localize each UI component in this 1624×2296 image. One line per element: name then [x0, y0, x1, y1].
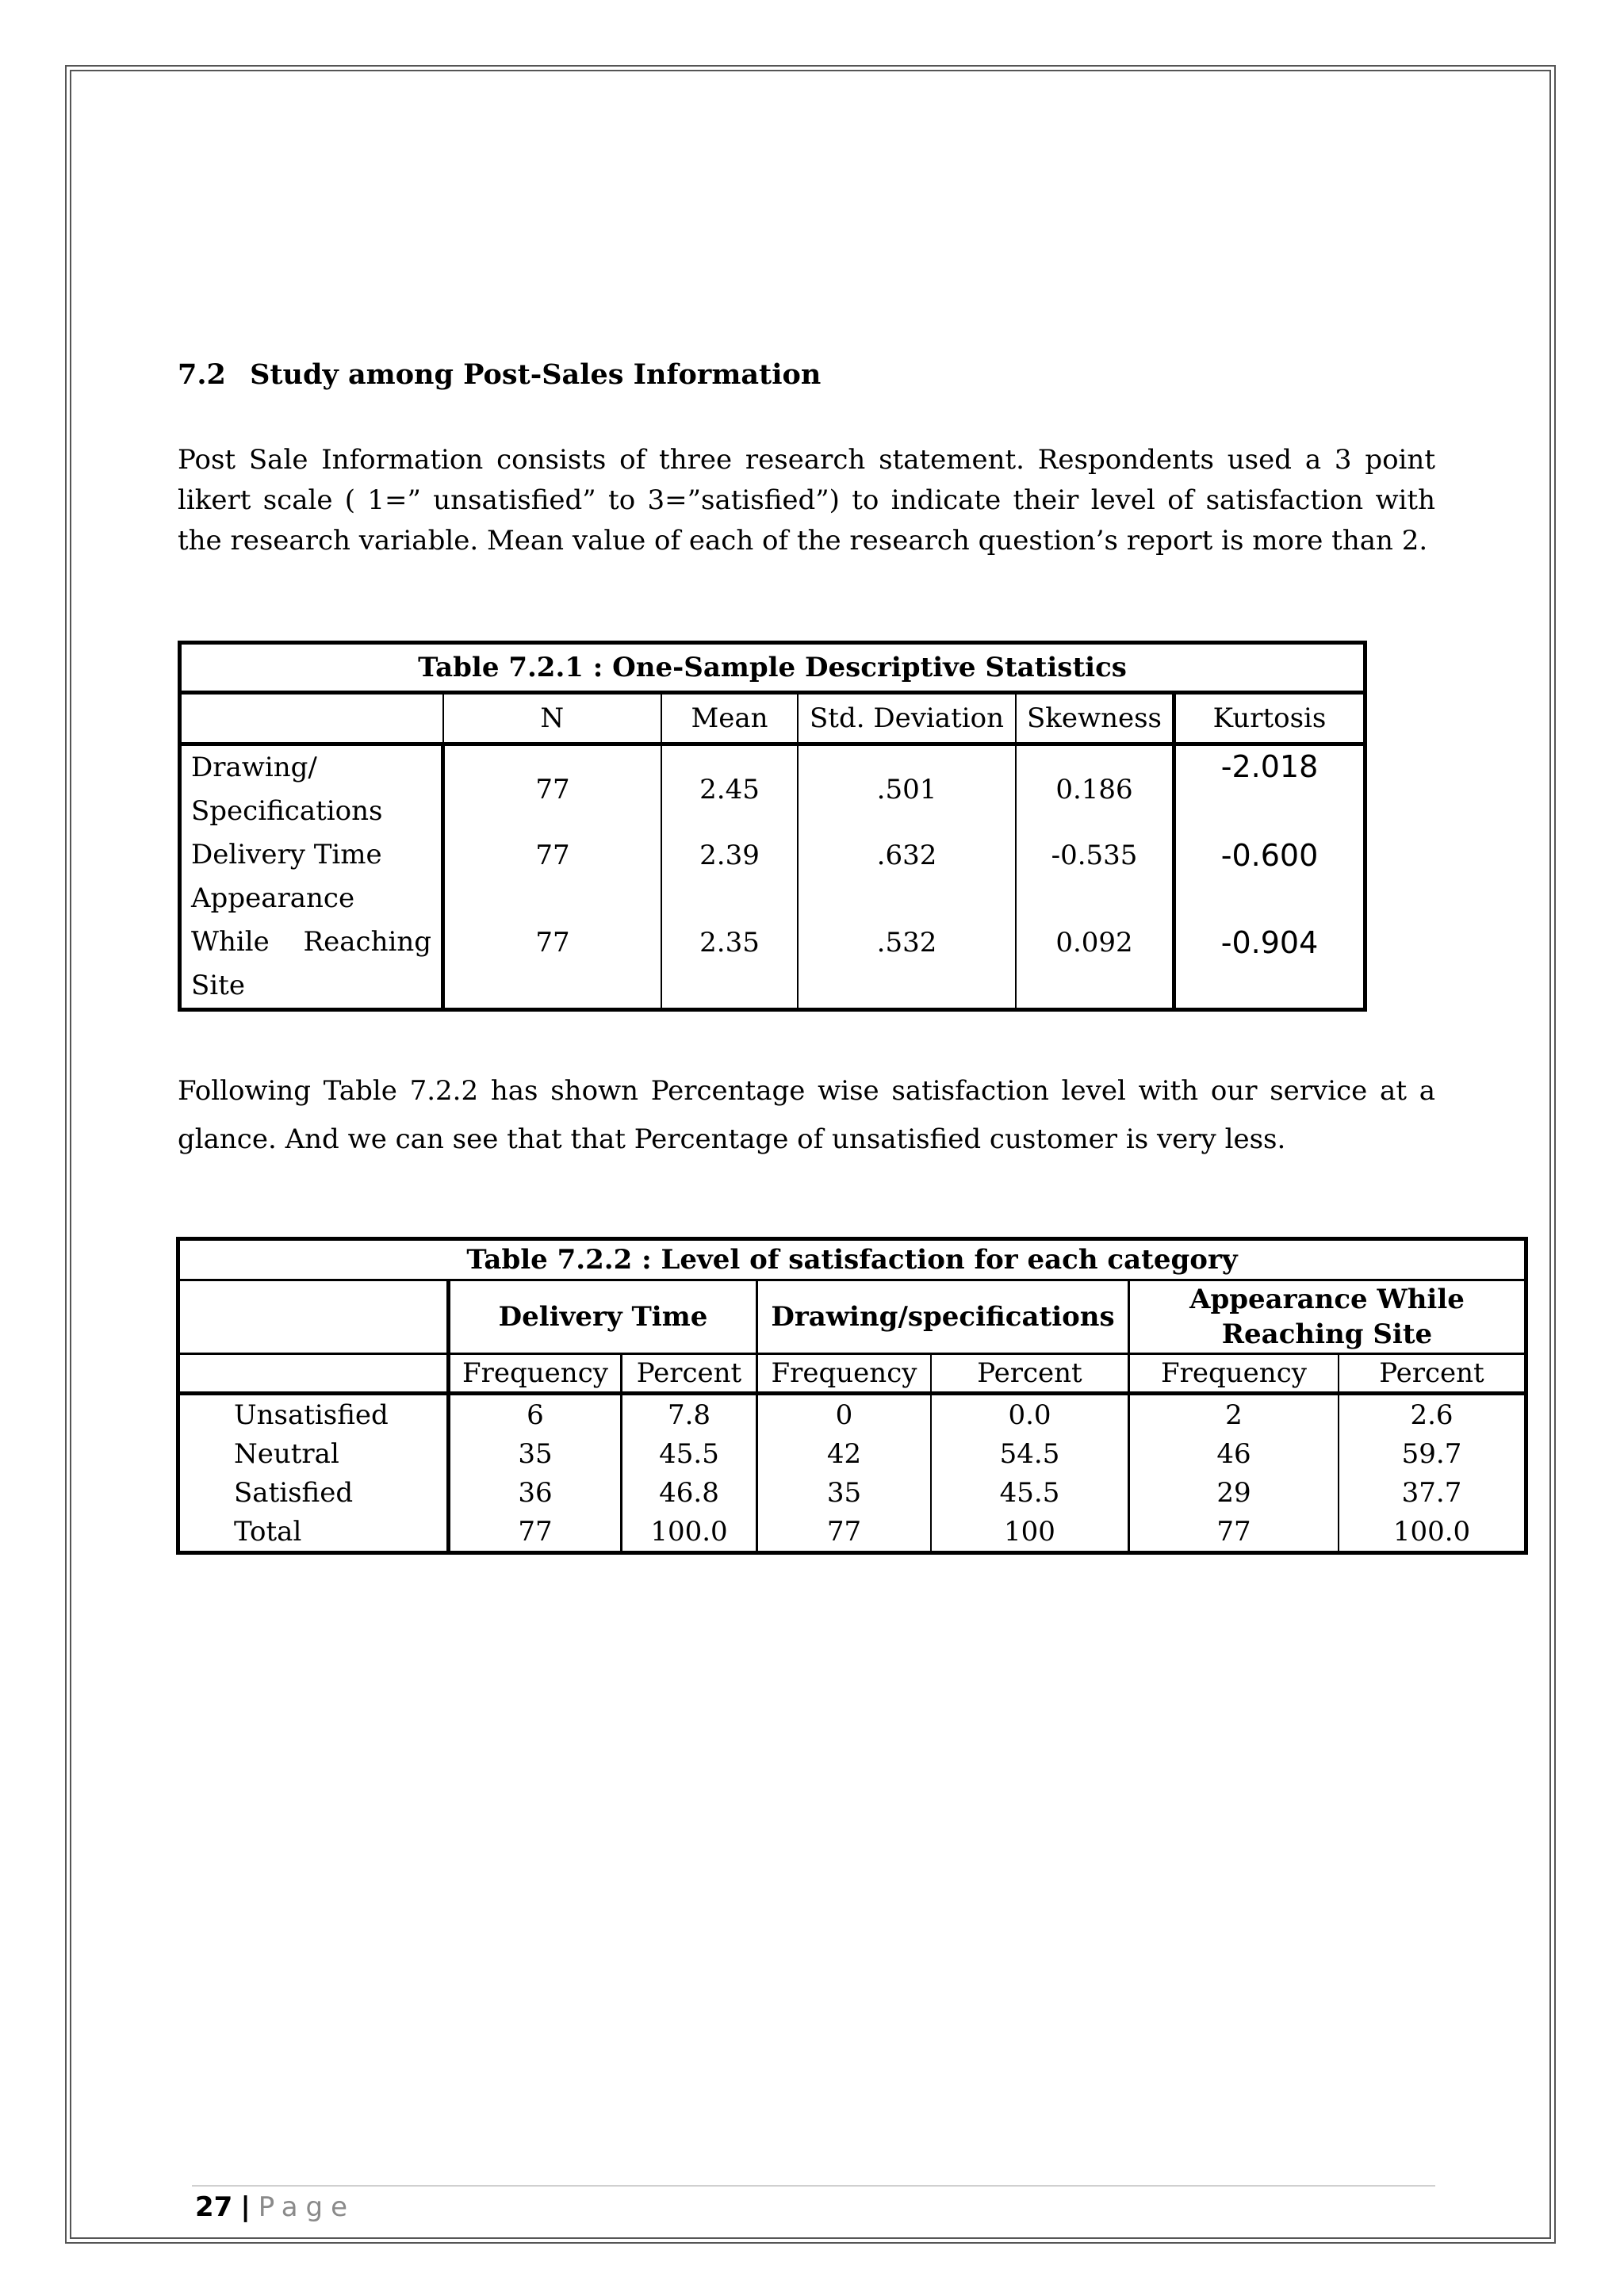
row-label-line: Appearance [191, 882, 355, 914]
cell-std-deviation: .501 [798, 744, 1016, 834]
group-delivery-time: Delivery Time [449, 1280, 757, 1354]
cell-frequency: 36 [449, 1473, 622, 1512]
cell-frequency: 42 [757, 1434, 932, 1473]
subheader-percent: Percent [1339, 1354, 1526, 1394]
page-footer [195, 2191, 355, 2223]
cell-percent: 2.6 [1339, 1394, 1526, 1435]
row-label: Total [234, 1515, 302, 1548]
cell-std-deviation: .532 [798, 877, 1016, 1010]
cell-mean: 2.45 [661, 744, 798, 834]
cell-frequency: 77 [757, 1512, 932, 1553]
subheader-frequency: Frequency [757, 1354, 932, 1394]
cell-std-deviation: .632 [798, 833, 1016, 877]
page-number: 27 [195, 2191, 233, 2223]
table-row [178, 1434, 1526, 1473]
section-heading [178, 358, 821, 391]
cell-frequency: 35 [757, 1473, 932, 1512]
cell-kurtosis: -0.600 [1174, 833, 1365, 877]
cell-kurtosis: -0.904 [1174, 877, 1365, 1010]
cell-n: 77 [443, 877, 662, 1010]
subheader-percent: Percent [622, 1354, 757, 1394]
cell-frequency: 29 [1129, 1473, 1339, 1512]
cell-skewness: 0.186 [1016, 744, 1174, 834]
table-row [180, 833, 1365, 877]
table-row [178, 1512, 1526, 1553]
row-label-line: Specifications [191, 795, 383, 827]
intro-paragraph: Post Sale Information consists of three research statement. Respondents used a 3 point likert scale ( 1=” unsatisfied” to 3=”satisfied”) to indicate their level of satisfaction with the research variable. Mean value of each of the research question’s report is more than 2. [178, 444, 1435, 557]
table-row [178, 1473, 1526, 1512]
table-title: Table 7.2.1 : One-Sample Descriptive Statistics [180, 643, 1365, 693]
cell-mean: 2.39 [661, 833, 798, 877]
section-number: 7.2 [178, 358, 226, 391]
cell-percent: 100 [931, 1512, 1129, 1553]
cell-frequency: 2 [1129, 1394, 1339, 1435]
cell-percent: 0.0 [931, 1394, 1129, 1435]
cell-percent: 59.7 [1339, 1434, 1526, 1473]
cell-percent: 45.5 [622, 1434, 757, 1473]
row-label [180, 744, 443, 834]
table-title: Table 7.2.2 : Level of satisfaction for each category [178, 1239, 1526, 1280]
cell-frequency: 6 [449, 1394, 622, 1435]
cell-n: 77 [443, 833, 662, 877]
footer-separator: | [240, 2191, 251, 2223]
cell-percent: 100.0 [622, 1512, 757, 1553]
cell-frequency: 0 [757, 1394, 932, 1435]
cell-frequency: 35 [449, 1434, 622, 1473]
row-label: Delivery Time [191, 839, 382, 871]
cell-percent: 37.7 [1339, 1473, 1526, 1512]
cell-percent: 7.8 [622, 1394, 757, 1435]
row-label-line: Drawing/ [191, 752, 317, 783]
cell-frequency: 46 [1129, 1434, 1339, 1473]
page-label: Page [258, 2191, 356, 2223]
sub-header-row [178, 1354, 1526, 1394]
group-appearance-while-reaching-site: Appearance While Reaching Site [1129, 1280, 1526, 1354]
row-label-line: Site [191, 970, 245, 1001]
section-title: Study among Post-Sales Information [250, 358, 822, 391]
row-label-word: Reaching [303, 926, 431, 958]
cell-n: 77 [443, 744, 662, 834]
descriptive-statistics-table [178, 641, 1367, 1012]
satisfaction-level-table [176, 1237, 1528, 1555]
row-label: Satisfied [234, 1476, 354, 1509]
cell-percent: 45.5 [931, 1473, 1129, 1512]
header-blank [178, 1280, 449, 1354]
cell-frequency: 77 [449, 1512, 622, 1553]
row-label: Neutral [234, 1437, 339, 1470]
cell-percent: 54.5 [931, 1434, 1129, 1473]
header-n: N [443, 693, 662, 744]
cell-frequency: 77 [1129, 1512, 1339, 1553]
following-paragraph: Following Table 7.2.2 has shown Percentage wise satisfaction level with our service at a glance. And we can see that that Percentage of unsatisfied customer is very less. [178, 1075, 1435, 1155]
header-blank [180, 693, 443, 744]
footer-divider [192, 2185, 1435, 2187]
cell-skewness: -0.535 [1016, 833, 1174, 877]
header-mean: Mean [661, 693, 798, 744]
subheader-frequency: Frequency [449, 1354, 622, 1394]
cell-kurtosis: -2.018 [1174, 744, 1365, 834]
row-label-word: While [191, 926, 270, 958]
row-label: Unsatisfied [234, 1399, 389, 1431]
cell-percent: 46.8 [622, 1473, 757, 1512]
row-label [180, 877, 443, 1010]
cell-mean: 2.35 [661, 877, 798, 1010]
table-row [180, 877, 1365, 1010]
table-row [178, 1394, 1526, 1435]
row-label-line [191, 920, 441, 964]
group-drawing-specifications: Drawing/specifications [757, 1280, 1129, 1354]
header-skewness: Skewness [1016, 693, 1174, 744]
header-std-deviation: Std. Deviation [798, 693, 1016, 744]
header-kurtosis: Kurtosis [1174, 693, 1365, 744]
subheader-percent: Percent [931, 1354, 1129, 1394]
header-blank [178, 1354, 449, 1394]
cell-skewness: 0.092 [1016, 877, 1174, 1010]
table-row [180, 744, 1365, 834]
table-header-row [180, 693, 1365, 744]
subheader-frequency: Frequency [1129, 1354, 1339, 1394]
cell-percent: 100.0 [1339, 1512, 1526, 1553]
group-header-row [178, 1280, 1526, 1354]
